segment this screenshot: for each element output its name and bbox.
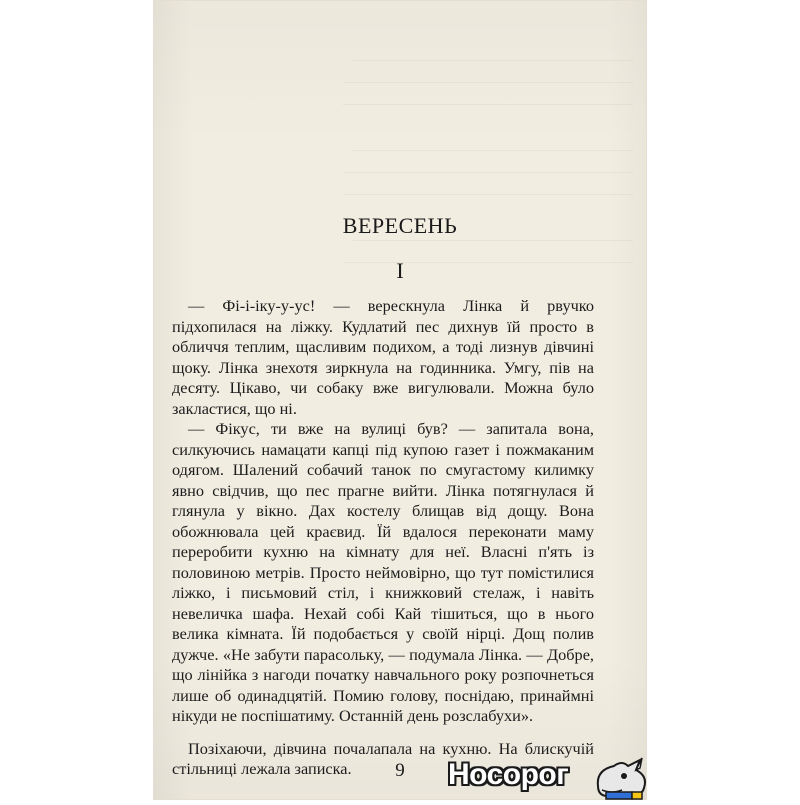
watermark-text: Носорог [448,758,569,791]
chapter-title: ВЕРЕСЕНЬ [342,213,458,238]
rhino-mascot-icon [592,756,650,800]
watermark-logo [440,756,650,800]
page-number: 9 [395,760,405,781]
paragraph: — Фікус, ти вже на вулиці був? — запитала вона, силкуючись намацати капці під купою газет і пожмаканим одягом. Шалений собачий танок по смугастому килимку явно свідчив, що пес прагне вийти. Лінка потягнулася й глянула у вікно. Дах костелу блищав від дощу. Вона обожнювала цей краєвид. Їй вдалося переконати маму переробити кухню на кімнату для неї. Власні п'ять із половиною метрів. Просто неймовірно, що тут помістилися ліжко, і письмовий стіл, і книжковий стелаж, і навіть невеличка шафа. Нехай собі Кай тішиться, що в нього велика кімната. Їй подобається у своїй нірці. Дощ полив дужче. «Не забути парасольку, — подумала Лінка. — Добре, що лінійка з нагоди початку навчального року розпочнеться лише об одинадцятій. Помию голову, поснідаю, принаймні нікуди не поспішатиму. Останній день розслабухи». [172,419,594,725]
body-text [172,296,594,780]
paragraph: — Фі-і-іку-у-ус! — верескнула Лінка й рвучко підхопилася на ліжку. Кудлатий пес дихнув їй просто в обличчя теплим, щасливим подихом, а тоді лизнув дівчині щоку. Лінка знехотя зиркнула на годинника. Умгу, пів на десяту. Цікаво, чи собаку вже вигулювали. Можна було закластися, що ні. [172,296,594,418]
section-number: І [396,258,404,283]
paragraph: Позіхаючи, дівчина почалапала на кухню. На блискучій стільниці лежала записка. [172,738,594,778]
